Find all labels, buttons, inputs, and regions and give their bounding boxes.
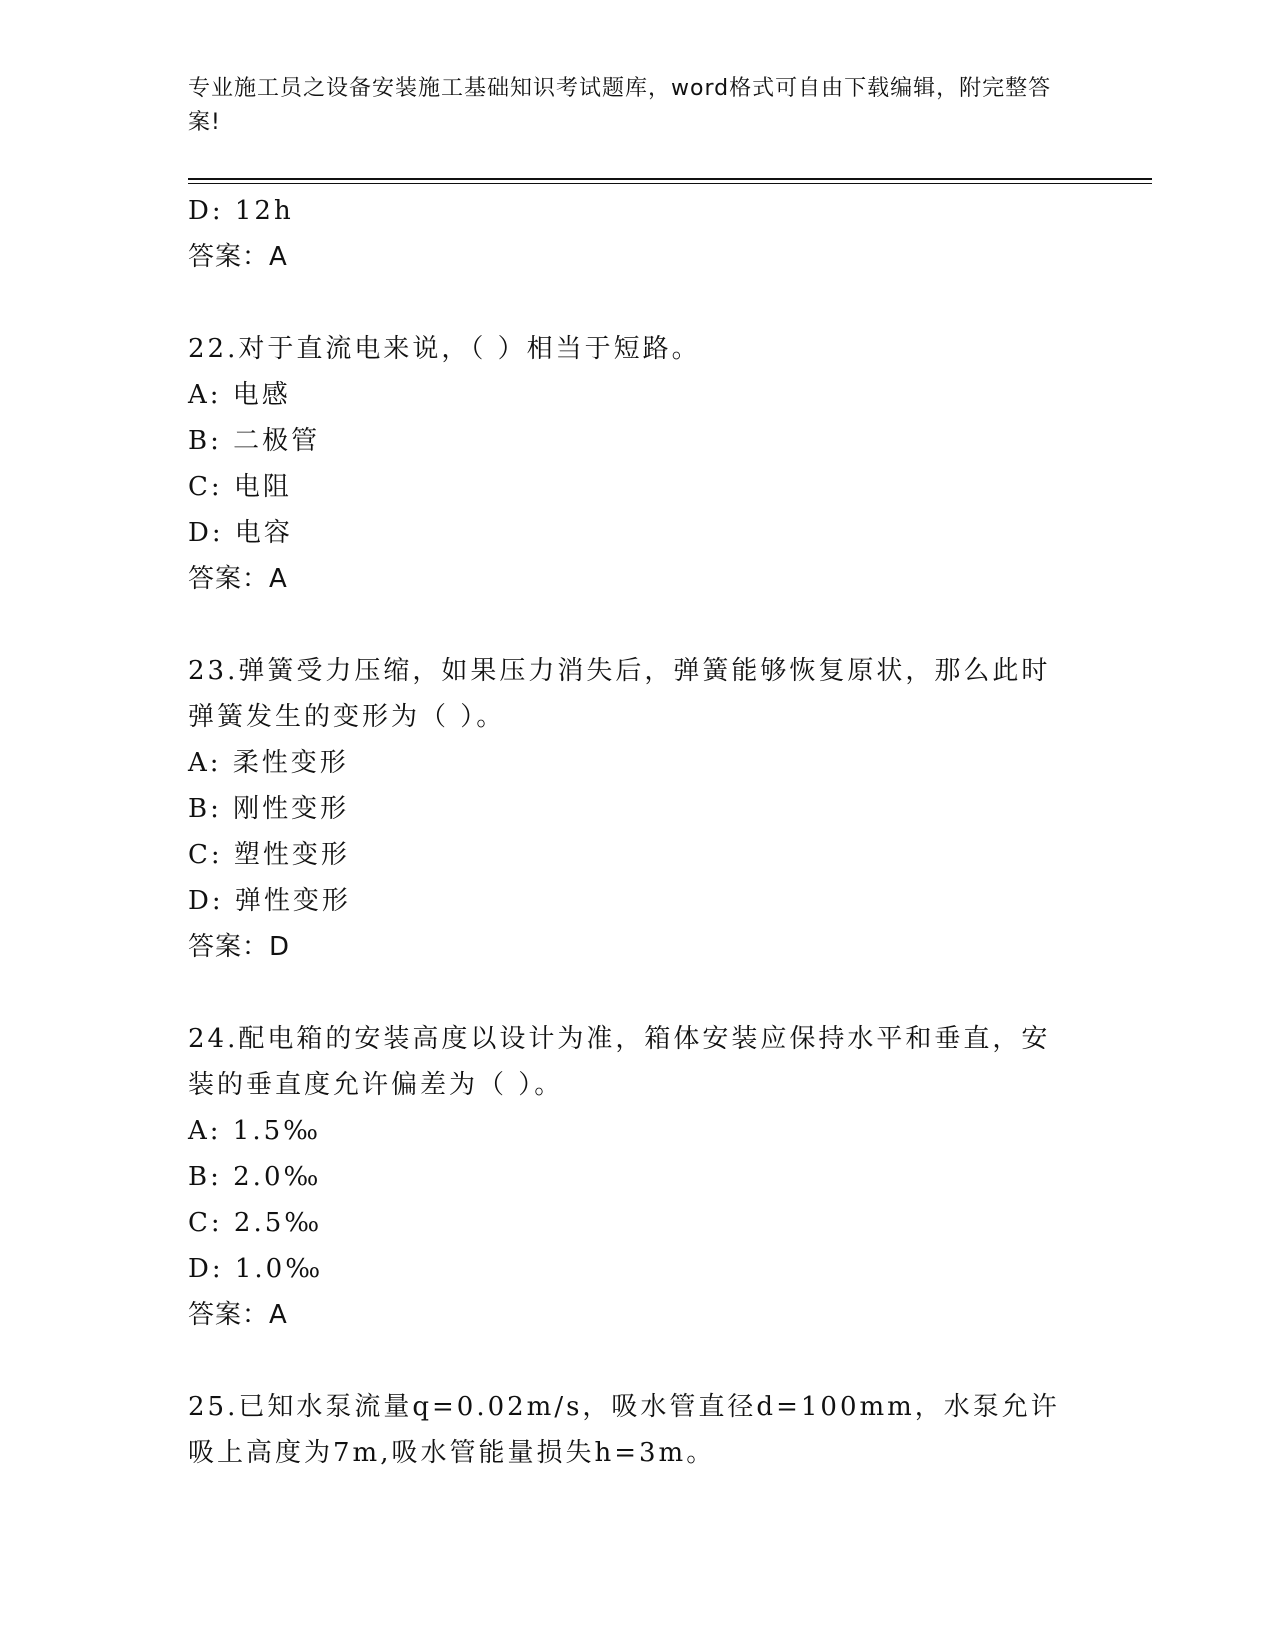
question-list [188,188,1088,1476]
option-c: C: 电阻 [188,472,292,502]
answer-label: 答案：A [188,564,288,594]
page-header: 专业施工员之设备安装施工基础知识考试题库，word格式可自由下载编辑，附完整答案! [188,76,1052,135]
option-d: D: 弹性变形 [188,886,351,916]
answer-label: 答案：A [188,242,288,272]
option-d: D: 1.0‰ [188,1254,324,1284]
option-b: B: 刚性变形 [188,794,350,824]
option-b: B: 二极管 [188,426,321,456]
question-23 [188,648,1088,970]
option-a: A: 电感 [188,380,291,410]
header-divider-thick [188,178,1152,180]
option-b: B: 2.0‰ [188,1162,322,1192]
answer-label: 答案：A [188,1300,288,1330]
question-stem: 22.对于直流电来说，（ ）相当于短路。 [188,334,701,364]
option-d: D: 12h [188,196,294,226]
question-stem: 25.已知水泵流量q=0.02m/s，吸水管直径d=100mm，水泵允许吸上高度为7m,吸水管能量损失h=3m。 [188,1392,1060,1468]
question-24 [188,1016,1088,1338]
option-c: C: 2.5‰ [188,1208,323,1238]
answer-label: 答案：D [188,932,291,962]
question-22 [188,326,1088,602]
carryover-block [188,188,1088,280]
option-d: D: 电容 [188,518,293,548]
question-stem: 23.弹簧受力压缩，如果压力消失后，弹簧能够恢复原状，那么此时弹簧发生的变形为（ ）。 [188,656,1051,732]
option-a: A: 1.5‰ [188,1116,322,1146]
option-a: A: 柔性变形 [188,748,349,778]
question-25 [188,1384,1088,1476]
option-c: C: 塑性变形 [188,840,350,870]
header-divider-thin [188,183,1152,184]
question-stem: 24.配电箱的安装高度以设计为准，箱体安装应保持水平和垂直，安装的垂直度允许偏差为（ ）。 [188,1024,1051,1100]
